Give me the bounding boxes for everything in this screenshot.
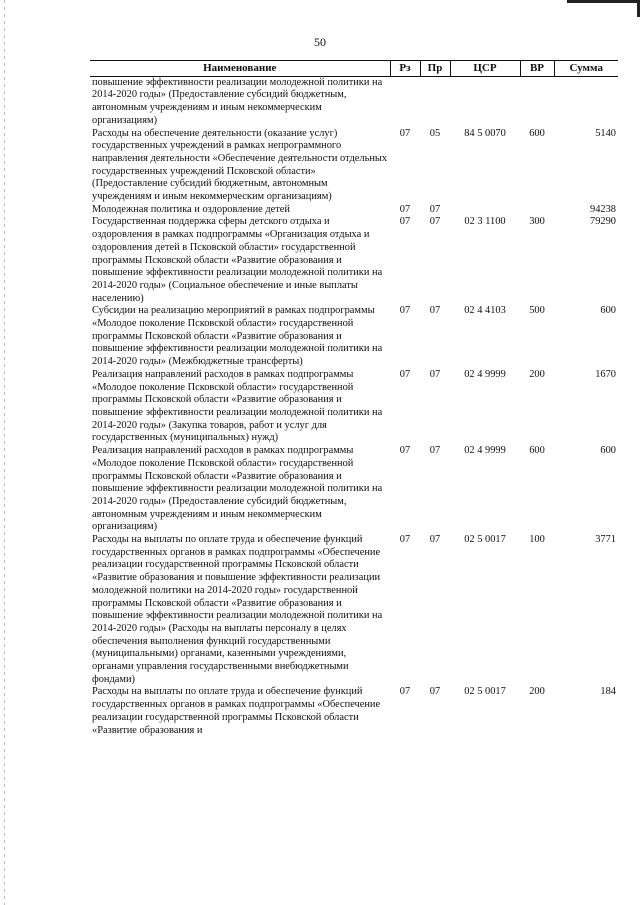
row-rz [390, 76, 420, 127]
table-row [90, 369, 618, 445]
row-name: Молодежная политика и оздоровление детей [92, 203, 290, 215]
row-sum: 79290 [590, 216, 616, 228]
row-csr: 02 5 0017 [464, 534, 506, 546]
row-name: повышение эффективности реализации молодежной политики на 2014-2020 годы» (Предоставление субсидий бюджетным, автономным учреждениям и иным некоммерческим организациям) [92, 76, 383, 126]
row-csr [450, 76, 520, 127]
row-rz: 07 [399, 445, 411, 457]
corner-mark [567, 0, 640, 17]
row-rz: 07 [399, 203, 411, 215]
table-header-row [90, 61, 618, 77]
row-pr: 07 [429, 305, 441, 317]
row-csr [450, 204, 520, 217]
header-csr: ЦСР [450, 61, 520, 77]
row-sum: 94238 [590, 203, 616, 215]
header-rz: Рз [390, 61, 420, 77]
row-csr: 02 4 9999 [464, 368, 506, 380]
row-name: Реализация направлений расходов в рамках подпрограммы «Молодое поколение Псковской области» государственной программы Псковской области «Развитие образования и повышение эффективности реализации молодежной политики на 2014-2020 годы» (Закупка товаров, работ и услуг для государственных (муниципальных) нужд) [92, 368, 383, 444]
row-name: Расходы на выплаты по оплате труда и обеспечение функций государственных органов в рамках подпрограммы «Обеспечение реализации государственной программы Псковской области «Развитие образования и [92, 686, 381, 736]
row-name: Расходы на выплаты по оплате труда и обеспечение функций государственных органов в рамках подпрограммы «Обеспечение реализации государственной программы Псковской области «Развитие образования и повышение эффективности реализации молодежной политики на 2014-2020 годы» государственной программы Псковской области «Развитие образования и повышение эффективности реализации молодежной политики на 2014-2020 годы» (Расходы на выплаты персоналу в целях обеспечения выполнения функций государственными (муниципальными) органами, казенными учреждениями, органами управления государственными внебюджетными фондами) [92, 534, 383, 685]
row-pr: 07 [429, 686, 441, 698]
budget-table [90, 60, 618, 737]
row-vr: 200 [529, 368, 545, 380]
row-vr: 600 [529, 127, 545, 139]
table-row [90, 204, 618, 217]
row-sum: 600 [600, 305, 616, 317]
header-pr: Пр [420, 61, 450, 77]
row-name: Расходы на обеспечение деятельности (оказание услуг) государственных учреждений в рамках непрограммного направления деятельности «Обеспечение деятельности отдельных государственных учреждений Псковской области» (Предоставление субсидий бюджетным, автономным учреждениям и иным некоммерческим организациям) [92, 127, 388, 203]
row-sum: 600 [600, 445, 616, 457]
row-rz: 07 [399, 534, 411, 546]
row-name: Государственная поддержка сферы детского отдыха и оздоровления в рамках подпрограммы «Организация отдыха и оздоровления детей в Псковской области» государственной программы Псковской области «Развитие образования и повышение эффективности реализации молодежной политики на 2014-2020 годы» (Социальное обеспечение и иные выплаты населению) [92, 216, 383, 304]
table-row [90, 305, 618, 369]
header-sum: Сумма [554, 61, 618, 77]
row-vr: 300 [529, 216, 545, 228]
row-vr [520, 76, 554, 127]
table-row [90, 445, 618, 534]
page-number: 50 [314, 35, 326, 49]
row-sum: 3771 [595, 534, 616, 546]
table-row [90, 76, 618, 127]
row-vr [520, 204, 554, 217]
header-vr: ВР [520, 61, 554, 77]
row-pr: 07 [429, 368, 441, 380]
row-sum: 1670 [595, 368, 616, 380]
row-pr: 07 [429, 534, 441, 546]
row-csr: 02 3 1100 [464, 216, 506, 228]
row-pr: 07 [429, 203, 441, 215]
table-row [90, 216, 618, 305]
scan-edge [4, 0, 5, 905]
row-vr: 200 [529, 686, 545, 698]
row-rz: 07 [399, 216, 411, 228]
row-csr: 02 4 9999 [464, 445, 506, 457]
row-sum: 5140 [595, 127, 616, 139]
row-vr: 100 [529, 534, 545, 546]
row-sum: 184 [600, 686, 616, 698]
row-vr: 500 [529, 305, 545, 317]
row-name: Реализация направлений расходов в рамках подпрограммы «Молодое поколение Псковской области» государственной программы Псковской области «Развитие образования и повышение эффективности реализации молодежной политики на 2014-2020 годы» (Предоставление субсидий бюджетным, автономным учреждениям и иным некоммерческим организациям) [92, 445, 383, 533]
table-row [90, 534, 618, 686]
row-csr: 02 5 0017 [464, 686, 506, 698]
row-csr: 02 4 4103 [464, 305, 506, 317]
row-sum [554, 76, 618, 127]
row-pr: 05 [429, 127, 441, 139]
row-rz: 07 [399, 686, 411, 698]
row-pr [420, 76, 450, 127]
table-row [90, 686, 618, 737]
table-row [90, 128, 618, 204]
row-rz: 07 [399, 305, 411, 317]
row-vr: 600 [529, 445, 545, 457]
row-csr: 84 5 0070 [464, 127, 506, 139]
row-name: Субсидии на реализацию мероприятий в рамках подпрограммы «Молодое поколение Псковской области» государственной программы Псковской области «Развитие образования и повышение эффективности реализации молодежной политики на 2014-2020 годы» (Межбюджетные трансферты) [92, 305, 383, 368]
row-rz: 07 [399, 368, 411, 380]
row-rz: 07 [399, 127, 411, 139]
header-name: Наименование [90, 61, 390, 77]
row-pr: 07 [429, 216, 441, 228]
row-pr: 07 [429, 445, 441, 457]
